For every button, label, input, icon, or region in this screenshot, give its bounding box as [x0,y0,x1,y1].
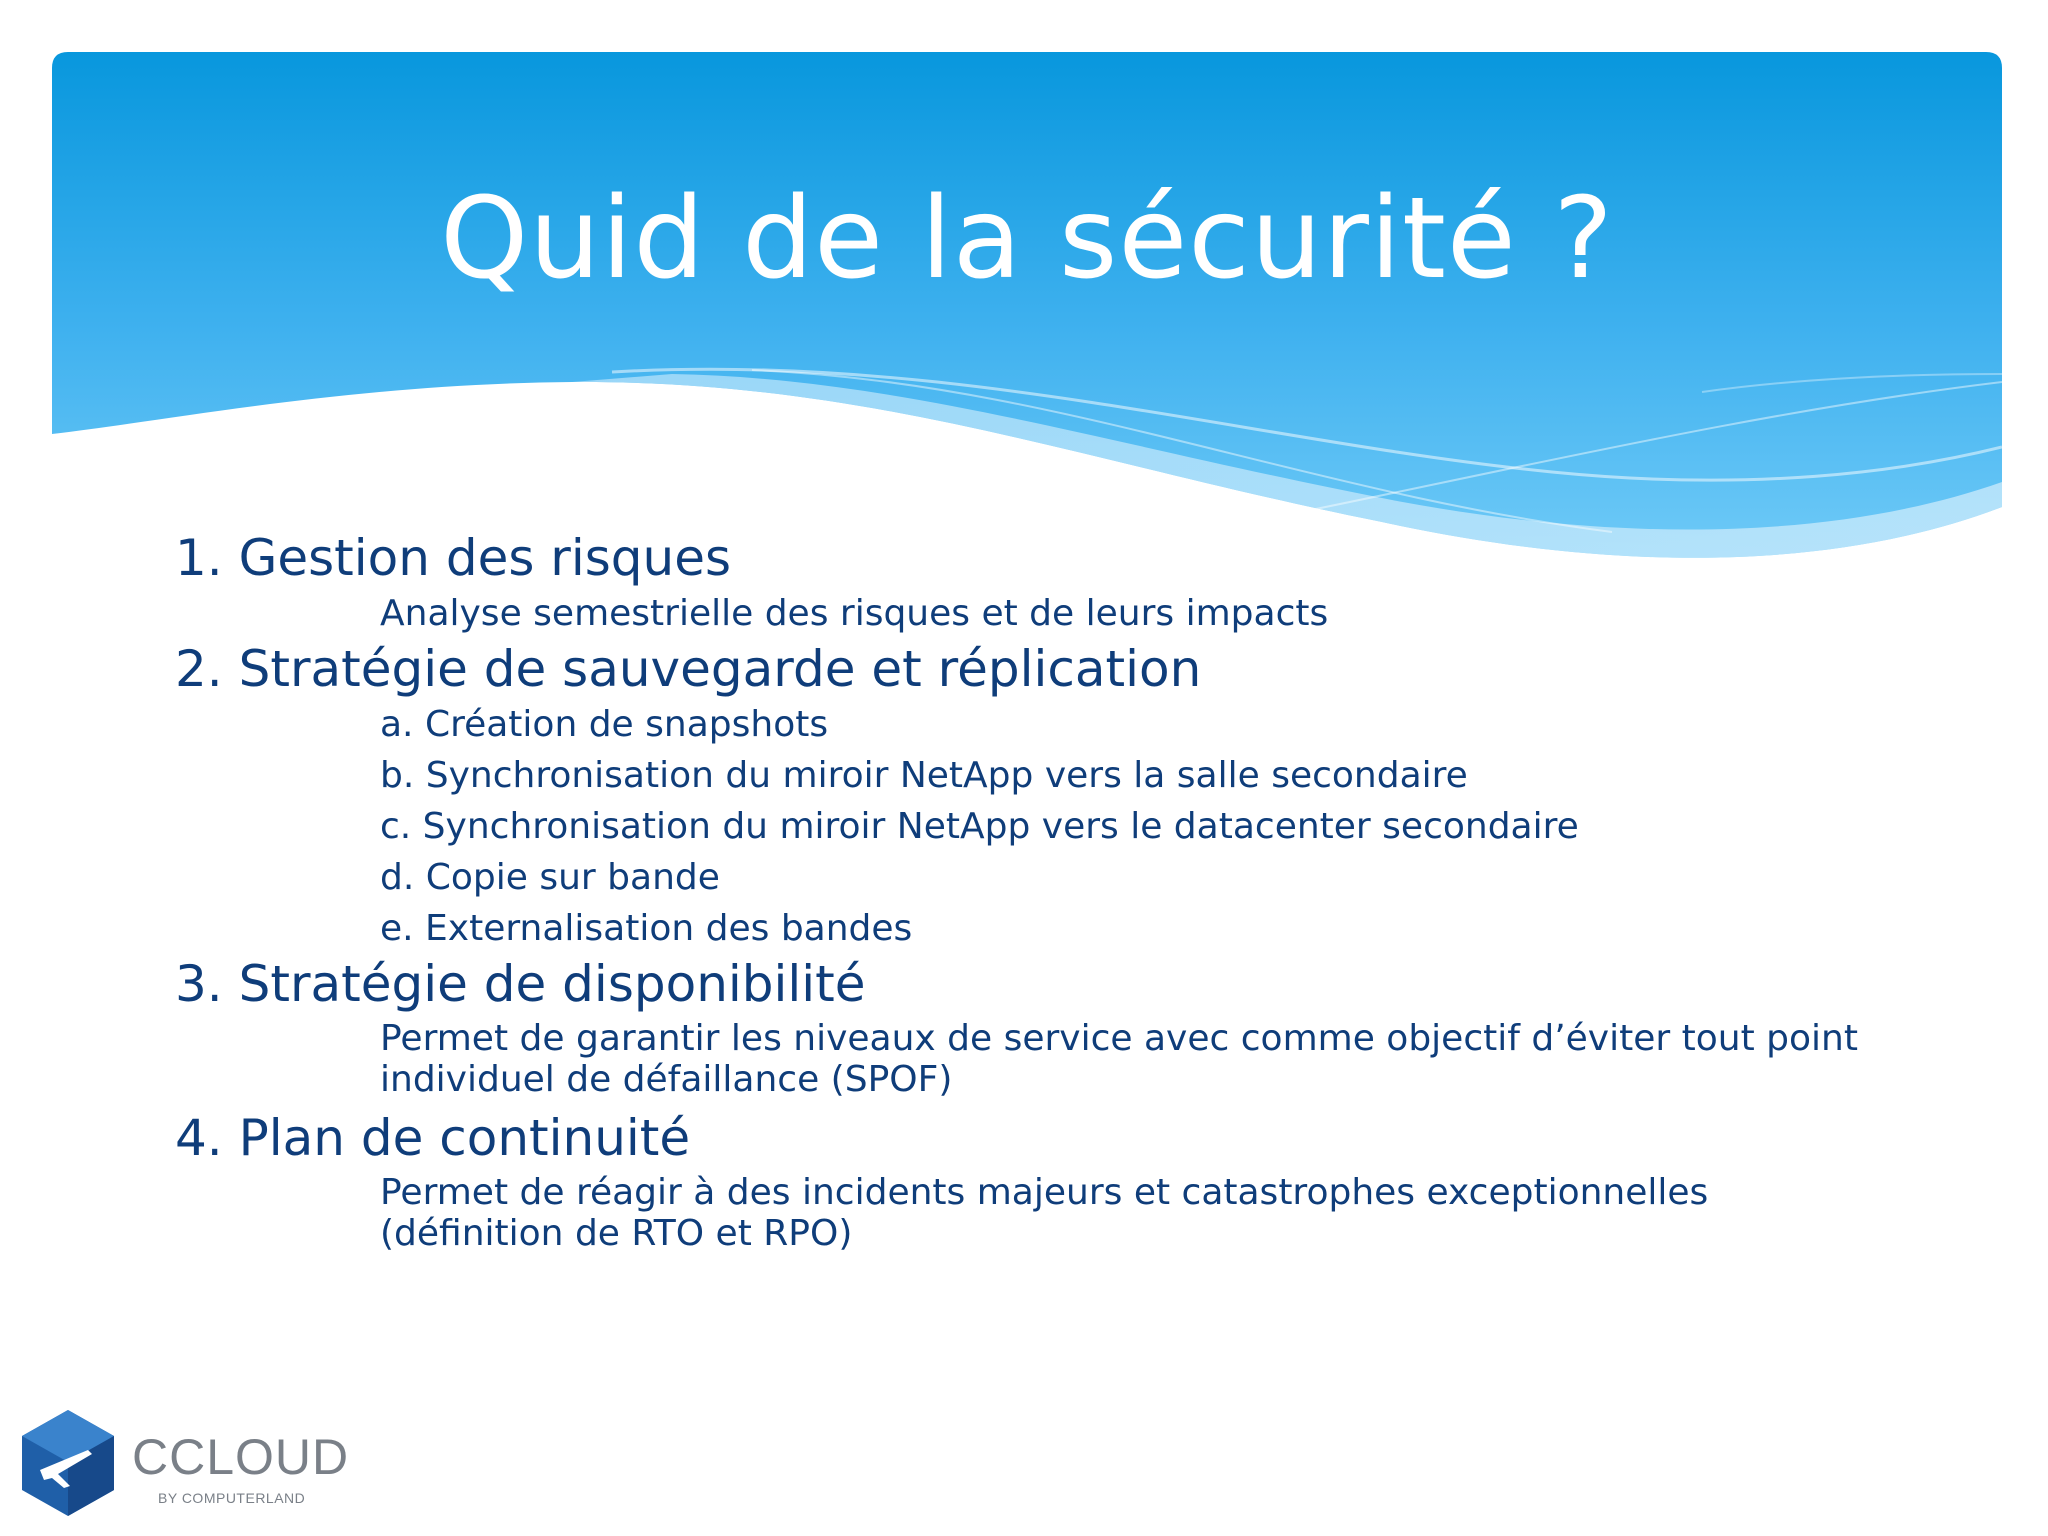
company-logo [18,1408,350,1518]
item-detail: d. Copie sur bande [380,857,720,898]
security-list [175,528,1875,1262]
cube-logo-icon [18,1408,118,1518]
item-paragraph: Permet de réagir à des incidents majeurs et catastrophes exceptionnelles (définition de RTO et RPO) [380,1172,1709,1254]
item-heading: 4. Plan de continuité [175,1109,691,1167]
title-banner [52,52,2002,572]
item-detail: Analyse semestrielle des risques et de leurs impacts [380,593,1329,634]
item-heading: 2. Stratégie de sauvegarde et réplication [175,640,1202,698]
item-heading: 1. Gestion des risques [175,529,732,587]
wave-background [52,52,2002,572]
item-detail: a. Création de snapshots [380,704,829,745]
logo-tagline: BY COMPUTERLAND [158,1490,306,1506]
item-paragraph: Permet de garantir les niveaux de service avec comme objectif d’éviter tout point individuel de défaillance (SPOF) [380,1018,1858,1100]
slide-title: Quid de la sécurité ? [440,174,1614,304]
item-detail: e. Externalisation des bandes [380,908,913,949]
item-detail: b. Synchronisation du miroir NetApp vers la salle secondaire [380,755,1468,796]
item-heading: 3. Stratégie de disponibilité [175,955,866,1013]
logo-name: CCLOUD [132,1429,350,1485]
item-detail: c. Synchronisation du miroir NetApp vers le datacenter secondaire [380,806,1579,847]
